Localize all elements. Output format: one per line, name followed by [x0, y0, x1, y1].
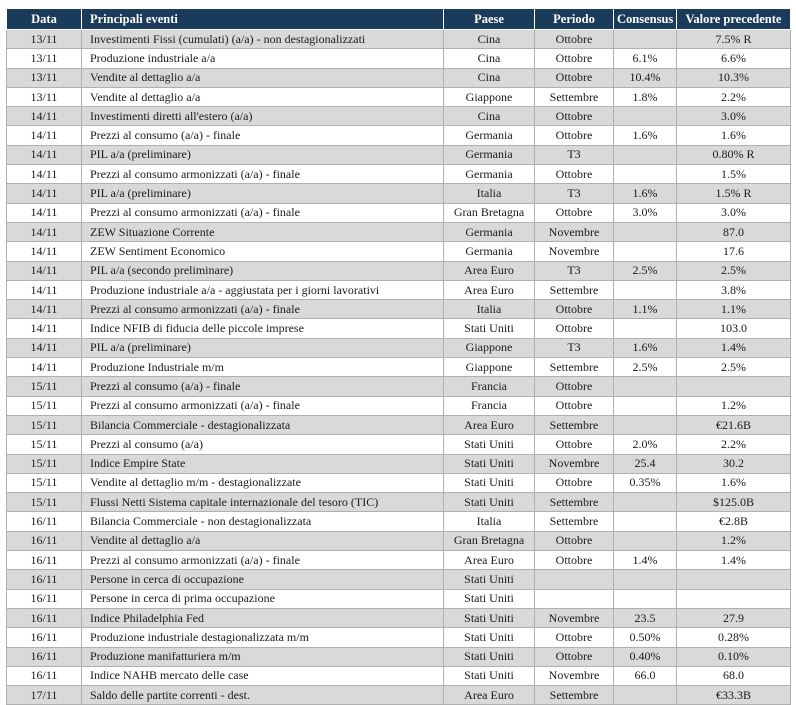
cell-event: Produzione industriale a/a - aggiustata per i giorni lavorativi [82, 280, 444, 299]
cell-previous-value [677, 589, 791, 608]
cell-date: 14/11 [7, 203, 82, 222]
economic-calendar-table [6, 8, 791, 705]
cell-event: Prezzi al consumo armonizzati (a/a) - finale [82, 165, 444, 184]
cell-previous-value: 1.4% [677, 551, 791, 570]
cell-previous-value: 27.9 [677, 608, 791, 627]
header-date: Data [7, 9, 82, 30]
table-row [7, 435, 791, 454]
cell-consensus: 2.0% [614, 435, 677, 454]
cell-event: Persone in cerca di prima occupazione [82, 589, 444, 608]
cell-period [535, 589, 614, 608]
cell-period: T3 [535, 261, 614, 280]
cell-event: Produzione industriale destagionalizzata m/m [82, 628, 444, 647]
cell-event: Bilancia Commerciale - non destagionalizzata [82, 512, 444, 531]
cell-period: Ottobre [535, 377, 614, 396]
cell-date: 16/11 [7, 512, 82, 531]
cell-country: Cina [444, 30, 535, 49]
cell-period: Novembre [535, 242, 614, 261]
cell-date: 13/11 [7, 68, 82, 87]
cell-event: Indice NFIB di fiducia delle piccole imprese [82, 319, 444, 338]
table-row [7, 184, 791, 203]
cell-consensus [614, 377, 677, 396]
header-consensus: Consensus [614, 9, 677, 30]
cell-period: Ottobre [535, 319, 614, 338]
table-row [7, 686, 791, 705]
table-body [7, 30, 791, 705]
cell-date: 15/11 [7, 396, 82, 415]
cell-event: Investimenti Fissi (cumulati) (a/a) - non destagionalizzati [82, 30, 444, 49]
cell-consensus: 0.50% [614, 628, 677, 647]
cell-event: Prezzi al consumo armonizzati (a/a) - finale [82, 300, 444, 319]
table-row [7, 165, 791, 184]
cell-period: Settembre [535, 512, 614, 531]
header-country: Paese [444, 9, 535, 30]
cell-previous-value: 0.80% R [677, 145, 791, 164]
cell-consensus: 10.4% [614, 68, 677, 87]
cell-period: Ottobre [535, 551, 614, 570]
cell-date: 13/11 [7, 49, 82, 68]
cell-consensus: 23.5 [614, 608, 677, 627]
cell-event: Prezzi al consumo armonizzati (a/a) - finale [82, 203, 444, 222]
cell-consensus: 1.6% [614, 338, 677, 357]
cell-date: 16/11 [7, 570, 82, 589]
table-row [7, 493, 791, 512]
table-row [7, 570, 791, 589]
cell-event: Prezzi al consumo armonizzati (a/a) - finale [82, 551, 444, 570]
cell-previous-value: €21.6B [677, 415, 791, 434]
cell-previous-value: 1.1% [677, 300, 791, 319]
table-row [7, 87, 791, 106]
cell-country: Italia [444, 184, 535, 203]
cell-country: Cina [444, 107, 535, 126]
cell-date: 16/11 [7, 666, 82, 685]
cell-event: Produzione Industriale m/m [82, 358, 444, 377]
cell-consensus: 2.5% [614, 261, 677, 280]
cell-previous-value: 3.0% [677, 107, 791, 126]
cell-date: 17/11 [7, 686, 82, 705]
cell-consensus: 1.1% [614, 300, 677, 319]
table-row [7, 608, 791, 627]
cell-date: 16/11 [7, 551, 82, 570]
cell-consensus [614, 686, 677, 705]
cell-consensus [614, 396, 677, 415]
cell-period: Novembre [535, 222, 614, 241]
cell-consensus: 25.4 [614, 454, 677, 473]
table-row [7, 126, 791, 145]
cell-period: Ottobre [535, 473, 614, 492]
cell-period: Ottobre [535, 30, 614, 49]
cell-country: Stati Uniti [444, 647, 535, 666]
cell-date: 15/11 [7, 454, 82, 473]
table-row [7, 589, 791, 608]
cell-date: 15/11 [7, 493, 82, 512]
cell-country: Germania [444, 165, 535, 184]
calendar-table-container [6, 8, 791, 705]
cell-country: Stati Uniti [444, 666, 535, 685]
cell-date: 13/11 [7, 30, 82, 49]
cell-consensus: 1.8% [614, 87, 677, 106]
cell-event: PIL a/a (secondo preliminare) [82, 261, 444, 280]
table-row [7, 551, 791, 570]
cell-date: 15/11 [7, 435, 82, 454]
cell-event: Produzione manifatturiera m/m [82, 647, 444, 666]
cell-previous-value: 10.3% [677, 68, 791, 87]
cell-previous-value [677, 570, 791, 589]
table-row [7, 203, 791, 222]
table-row [7, 512, 791, 531]
cell-previous-value [677, 377, 791, 396]
cell-period: Settembre [535, 686, 614, 705]
cell-previous-value: €2.8B [677, 512, 791, 531]
cell-event: ZEW Sentiment Economico [82, 242, 444, 261]
cell-period: Ottobre [535, 531, 614, 550]
cell-date: 15/11 [7, 473, 82, 492]
cell-period: Ottobre [535, 628, 614, 647]
cell-date: 14/11 [7, 358, 82, 377]
cell-period: Ottobre [535, 165, 614, 184]
cell-date: 14/11 [7, 107, 82, 126]
cell-period: Ottobre [535, 68, 614, 87]
cell-country: Italia [444, 512, 535, 531]
table-row [7, 319, 791, 338]
cell-period: Novembre [535, 608, 614, 627]
table-row [7, 222, 791, 241]
cell-period: T3 [535, 338, 614, 357]
cell-country: Stati Uniti [444, 454, 535, 473]
cell-consensus [614, 280, 677, 299]
cell-event: Indice Empire State [82, 454, 444, 473]
cell-period: Settembre [535, 493, 614, 512]
cell-country: Stati Uniti [444, 589, 535, 608]
cell-country: Giappone [444, 87, 535, 106]
cell-country: Giappone [444, 358, 535, 377]
cell-consensus: 3.0% [614, 203, 677, 222]
cell-event: Prezzi al consumo (a/a) - finale [82, 377, 444, 396]
cell-country: Area Euro [444, 686, 535, 705]
cell-period: T3 [535, 145, 614, 164]
table-row [7, 454, 791, 473]
cell-country: Germania [444, 126, 535, 145]
cell-previous-value: 7.5% R [677, 30, 791, 49]
cell-period: Settembre [535, 280, 614, 299]
cell-previous-value: 2.2% [677, 87, 791, 106]
cell-event: Prezzi al consumo (a/a) [82, 435, 444, 454]
cell-previous-value: 3.0% [677, 203, 791, 222]
cell-previous-value: 1.5% [677, 165, 791, 184]
table-row [7, 531, 791, 550]
cell-date: 16/11 [7, 647, 82, 666]
table-row [7, 415, 791, 434]
table-row [7, 68, 791, 87]
header-previous-value: Valore precedente [677, 9, 791, 30]
cell-date: 13/11 [7, 87, 82, 106]
cell-period: Ottobre [535, 435, 614, 454]
cell-consensus [614, 319, 677, 338]
cell-country: Stati Uniti [444, 608, 535, 627]
cell-consensus [614, 145, 677, 164]
cell-country: Area Euro [444, 551, 535, 570]
cell-consensus [614, 589, 677, 608]
cell-consensus: 6.1% [614, 49, 677, 68]
cell-period: Novembre [535, 454, 614, 473]
cell-date: 14/11 [7, 242, 82, 261]
cell-consensus [614, 165, 677, 184]
cell-country: Cina [444, 49, 535, 68]
cell-previous-value: 2.5% [677, 358, 791, 377]
cell-consensus [614, 493, 677, 512]
cell-date: 14/11 [7, 184, 82, 203]
cell-period: Ottobre [535, 203, 614, 222]
cell-event: Produzione industriale a/a [82, 49, 444, 68]
cell-consensus [614, 222, 677, 241]
cell-country: Francia [444, 377, 535, 396]
table-row [7, 396, 791, 415]
cell-country: Germania [444, 222, 535, 241]
table-row [7, 280, 791, 299]
cell-period: Ottobre [535, 300, 614, 319]
table-row [7, 647, 791, 666]
cell-date: 16/11 [7, 531, 82, 550]
cell-event: PIL a/a (preliminare) [82, 145, 444, 164]
cell-consensus: 0.40% [614, 647, 677, 666]
cell-event: Bilancia Commerciale - destagionalizzata [82, 415, 444, 434]
cell-date: 14/11 [7, 261, 82, 280]
cell-consensus: 66.0 [614, 666, 677, 685]
cell-period [535, 570, 614, 589]
cell-country: Italia [444, 300, 535, 319]
cell-consensus: 1.6% [614, 126, 677, 145]
cell-consensus [614, 512, 677, 531]
table-row [7, 261, 791, 280]
table-row [7, 49, 791, 68]
cell-event: ZEW Situazione Corrente [82, 222, 444, 241]
cell-previous-value: 103.0 [677, 319, 791, 338]
cell-previous-value: 2.2% [677, 435, 791, 454]
cell-event: Vendite al dettaglio a/a [82, 68, 444, 87]
cell-country: Area Euro [444, 415, 535, 434]
cell-date: 15/11 [7, 377, 82, 396]
cell-country: Stati Uniti [444, 570, 535, 589]
cell-date: 15/11 [7, 415, 82, 434]
cell-date: 16/11 [7, 608, 82, 627]
cell-date: 14/11 [7, 280, 82, 299]
cell-country: Francia [444, 396, 535, 415]
cell-date: 14/11 [7, 165, 82, 184]
cell-consensus: 0.35% [614, 473, 677, 492]
cell-previous-value: 1.6% [677, 126, 791, 145]
cell-previous-value: 87.0 [677, 222, 791, 241]
cell-country: Giappone [444, 338, 535, 357]
table-row [7, 338, 791, 357]
cell-date: 14/11 [7, 338, 82, 357]
header-row [7, 9, 791, 30]
cell-previous-value: 1.6% [677, 473, 791, 492]
cell-previous-value: 1.4% [677, 338, 791, 357]
header-period: Periodo [535, 9, 614, 30]
cell-country: Stati Uniti [444, 493, 535, 512]
cell-consensus [614, 242, 677, 261]
cell-period: Ottobre [535, 126, 614, 145]
cell-event: Indice NAHB mercato delle case [82, 666, 444, 685]
cell-country: Area Euro [444, 261, 535, 280]
cell-date: 16/11 [7, 628, 82, 647]
cell-previous-value: 0.10% [677, 647, 791, 666]
table-row [7, 358, 791, 377]
table-row [7, 145, 791, 164]
cell-event: Indice Philadelphia Fed [82, 608, 444, 627]
table-row [7, 30, 791, 49]
table-row [7, 300, 791, 319]
cell-country: Stati Uniti [444, 319, 535, 338]
cell-country: Germania [444, 145, 535, 164]
cell-date: 16/11 [7, 589, 82, 608]
cell-country: Stati Uniti [444, 473, 535, 492]
cell-date: 14/11 [7, 319, 82, 338]
cell-period: Settembre [535, 87, 614, 106]
cell-previous-value: 3.8% [677, 280, 791, 299]
cell-previous-value: $125.0B [677, 493, 791, 512]
table-row [7, 377, 791, 396]
cell-event: Investimenti diretti all'estero (a/a) [82, 107, 444, 126]
cell-consensus [614, 107, 677, 126]
cell-date: 14/11 [7, 145, 82, 164]
cell-event: Vendite al dettaglio a/a [82, 87, 444, 106]
cell-date: 14/11 [7, 126, 82, 145]
cell-event: Persone in cerca di occupazione [82, 570, 444, 589]
cell-previous-value: 1.5% R [677, 184, 791, 203]
cell-previous-value: 6.6% [677, 49, 791, 68]
cell-period: T3 [535, 184, 614, 203]
cell-country: Stati Uniti [444, 435, 535, 454]
cell-date: 14/11 [7, 222, 82, 241]
cell-consensus: 1.6% [614, 184, 677, 203]
cell-event: Prezzi al consumo (a/a) - finale [82, 126, 444, 145]
header-event: Principali eventi [82, 9, 444, 30]
cell-previous-value: 30.2 [677, 454, 791, 473]
cell-event: Vendite al dettaglio a/a [82, 531, 444, 550]
table-row [7, 242, 791, 261]
cell-country: Gran Bretagna [444, 531, 535, 550]
cell-country: Germania [444, 242, 535, 261]
cell-consensus [614, 415, 677, 434]
cell-previous-value: 1.2% [677, 396, 791, 415]
cell-previous-value: 17.6 [677, 242, 791, 261]
cell-consensus [614, 531, 677, 550]
cell-event: Vendite al dettaglio m/m - destagionalizzate [82, 473, 444, 492]
cell-previous-value: 1.2% [677, 531, 791, 550]
cell-period: Settembre [535, 415, 614, 434]
table-row [7, 107, 791, 126]
cell-period: Ottobre [535, 107, 614, 126]
cell-country: Gran Bretagna [444, 203, 535, 222]
cell-consensus: 2.5% [614, 358, 677, 377]
table-row [7, 628, 791, 647]
cell-period: Ottobre [535, 49, 614, 68]
cell-consensus: 1.4% [614, 551, 677, 570]
cell-period: Novembre [535, 666, 614, 685]
cell-previous-value: €33.3B [677, 686, 791, 705]
table-row [7, 473, 791, 492]
cell-country: Area Euro [444, 280, 535, 299]
cell-previous-value: 2.5% [677, 261, 791, 280]
cell-period: Settembre [535, 358, 614, 377]
cell-period: Ottobre [535, 647, 614, 666]
cell-date: 14/11 [7, 300, 82, 319]
cell-previous-value: 0.28% [677, 628, 791, 647]
cell-period: Ottobre [535, 396, 614, 415]
cell-event: Saldo delle partite correnti - dest. [82, 686, 444, 705]
cell-event: Prezzi al consumo armonizzati (a/a) - finale [82, 396, 444, 415]
cell-consensus [614, 570, 677, 589]
cell-event: PIL a/a (preliminare) [82, 338, 444, 357]
cell-country: Cina [444, 68, 535, 87]
cell-country: Stati Uniti [444, 628, 535, 647]
cell-previous-value: 68.0 [677, 666, 791, 685]
cell-event: PIL a/a (preliminare) [82, 184, 444, 203]
table-row [7, 666, 791, 685]
cell-event: Flussi Netti Sistema capitale internazionale del tesoro (TIC) [82, 493, 444, 512]
cell-consensus [614, 30, 677, 49]
